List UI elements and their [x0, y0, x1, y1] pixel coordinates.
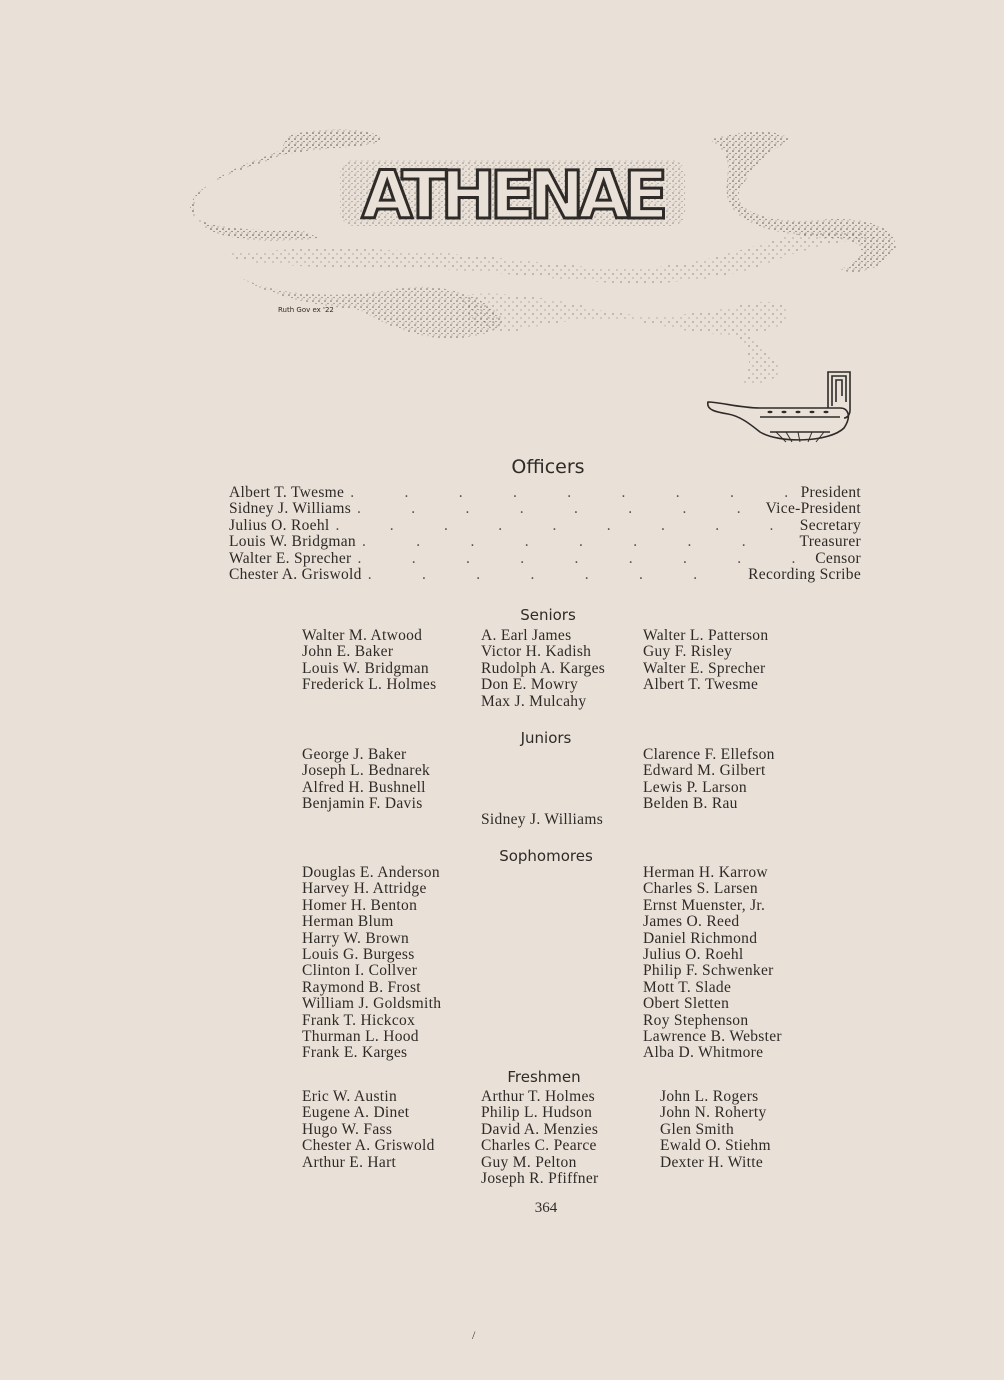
member-name: Harvey H. Attridge	[302, 880, 427, 898]
member-name: Ewald O. Stiehm	[660, 1137, 771, 1155]
member-name: Joseph R. Pfiffner	[481, 1169, 599, 1187]
officer-title: Censor	[815, 549, 861, 567]
sophomores-heading: Sophomores	[499, 847, 593, 865]
officer-row	[229, 551, 861, 567]
member-name: Rudolph A. Karges	[481, 659, 606, 677]
member-name: Arthur T. Holmes	[481, 1088, 596, 1105]
page-number: 364	[534, 1200, 558, 1216]
officer-row	[229, 518, 861, 534]
member-name: John N. Roherty	[660, 1104, 767, 1122]
member-name: Arthur E. Hart	[302, 1153, 397, 1171]
member-name: Dexter H. Witte	[660, 1153, 764, 1171]
member-name: Herman H. Karrow	[643, 864, 768, 881]
member-name: Walter M. Atwood	[302, 627, 423, 644]
oil-lamp-icon	[708, 372, 850, 442]
member-name: Clinton I. Collver	[302, 962, 418, 980]
officer-name: Sidney J. Williams	[229, 500, 352, 518]
member-name: Guy M. Pelton	[481, 1153, 577, 1171]
member-name: Charles S. Larsen	[643, 880, 758, 898]
member-name: Douglas E. Anderson	[302, 864, 440, 881]
member-name: Max J. Mulcahy	[481, 692, 587, 710]
member-name: Alba D. Whitmore	[643, 1044, 764, 1062]
member-name: Glen Smith	[660, 1120, 735, 1138]
officer-title: Secretary	[799, 516, 861, 534]
officer-row	[229, 534, 861, 550]
member-name: Edward M. Gilbert	[643, 762, 766, 780]
member-name: Philip L. Hudson	[481, 1104, 593, 1122]
member-name: Homer H. Benton	[302, 896, 418, 914]
member-name: Walter E. Sprecher	[643, 659, 766, 677]
member-name: Herman Blum	[302, 913, 394, 931]
sophomores-column-1	[302, 865, 441, 1062]
juniors-heading: Juniors	[520, 729, 572, 747]
member-name: David A. Menzies	[481, 1120, 599, 1138]
member-name: Roy Stephenson	[643, 1011, 749, 1029]
officer-name: Albert T. Twesme	[229, 484, 345, 501]
title-text: ATHENAE	[361, 157, 663, 234]
member-name: Louis W. Bridgman	[302, 659, 429, 677]
dot-leader	[336, 518, 794, 534]
member-name: Frank E. Karges	[302, 1044, 408, 1062]
member-name: Clarence F. Ellefson	[643, 746, 775, 763]
athenae-header-illustration	[180, 120, 910, 450]
officer-row	[229, 501, 861, 517]
officers-heading: Officers	[511, 456, 585, 478]
member-name: Eugene A. Dinet	[302, 1104, 410, 1122]
member-name: Alfred H. Bushnell	[302, 778, 426, 796]
member-name: Daniel Richmond	[643, 929, 758, 947]
member-name: John L. Rogers	[660, 1088, 759, 1105]
officer-title: President	[800, 484, 861, 501]
officers-list	[229, 485, 861, 583]
member-name: Chester A. Griswold	[302, 1137, 435, 1155]
member-name: Louis G. Burgess	[302, 945, 415, 963]
athenae-title-lettering	[340, 157, 685, 234]
freshmen-heading: Freshmen	[507, 1068, 581, 1086]
dot-leader	[350, 485, 794, 501]
dot-leader	[357, 501, 760, 517]
member-name: Belden B. Rau	[643, 795, 738, 813]
sophomores-column-3	[643, 865, 782, 1062]
member-name: Charles C. Pearce	[481, 1137, 597, 1155]
member-name: Benjamin F. Davis	[302, 795, 423, 813]
freshmen-column-1	[302, 1089, 435, 1171]
member-name: Sidney J. Williams	[481, 811, 604, 828]
member-name: Don E. Mowry	[481, 676, 579, 694]
seniors-heading: Seniors	[520, 606, 576, 624]
member-name: Lawrence B. Webster	[643, 1027, 782, 1045]
freshmen-column-3	[660, 1089, 771, 1171]
juniors-column-3	[643, 747, 775, 813]
member-name: William J. Goldsmith	[302, 995, 442, 1013]
juniors-column-1	[302, 747, 430, 813]
member-name: Raymond B. Frost	[302, 978, 421, 996]
member-name: John E. Baker	[302, 643, 394, 661]
juniors-column-2	[481, 812, 603, 828]
artist-signature: Ruth Gov ex '22	[278, 306, 334, 314]
member-name: Harry W. Brown	[302, 929, 410, 947]
officer-name: Julius O. Roehl	[229, 516, 330, 534]
member-name: Lewis P. Larson	[643, 778, 747, 796]
member-name: George J. Baker	[302, 746, 407, 763]
officer-title: Treasurer	[799, 533, 861, 551]
member-name: Obert Sletten	[643, 995, 730, 1013]
member-name: Hugo W. Fass	[302, 1120, 393, 1138]
seniors-column-1	[302, 628, 436, 694]
dot-leader	[358, 551, 810, 567]
dot-leader	[368, 567, 742, 583]
member-name: Mott T. Slade	[643, 978, 732, 996]
member-name: Ernst Muenster, Jr.	[643, 896, 766, 914]
member-name: Thurman L. Hood	[302, 1027, 419, 1045]
member-name: A. Earl James	[481, 627, 572, 644]
member-name: Frederick L. Holmes	[302, 676, 437, 694]
dot-leader	[362, 534, 794, 550]
member-name: Julius O. Roehl	[643, 945, 744, 963]
member-name: Walter L. Patterson	[643, 627, 769, 644]
officer-name: Louis W. Bridgman	[229, 533, 356, 551]
officer-row	[229, 485, 861, 501]
officer-row	[229, 567, 861, 583]
officer-name: Walter E. Sprecher	[229, 549, 352, 567]
seniors-column-3	[643, 628, 768, 694]
officer-name: Chester A. Griswold	[229, 566, 362, 584]
member-name: Frank T. Hickcox	[302, 1011, 416, 1029]
member-name: Philip F. Schwenker	[643, 962, 774, 980]
seniors-column-2	[481, 628, 605, 710]
member-name: Guy F. Risley	[643, 643, 733, 661]
member-name: Victor H. Kadish	[481, 643, 592, 661]
member-name: Albert T. Twesme	[643, 676, 759, 694]
officer-title: Vice-President	[765, 500, 861, 518]
stray-pen-mark: /	[472, 1328, 476, 1342]
member-name: James O. Reed	[643, 913, 740, 931]
member-name: Joseph L. Bednarek	[302, 762, 431, 780]
freshmen-column-2	[481, 1089, 598, 1187]
member-name: Eric W. Austin	[302, 1088, 398, 1105]
officer-title: Recording Scribe	[748, 566, 861, 584]
